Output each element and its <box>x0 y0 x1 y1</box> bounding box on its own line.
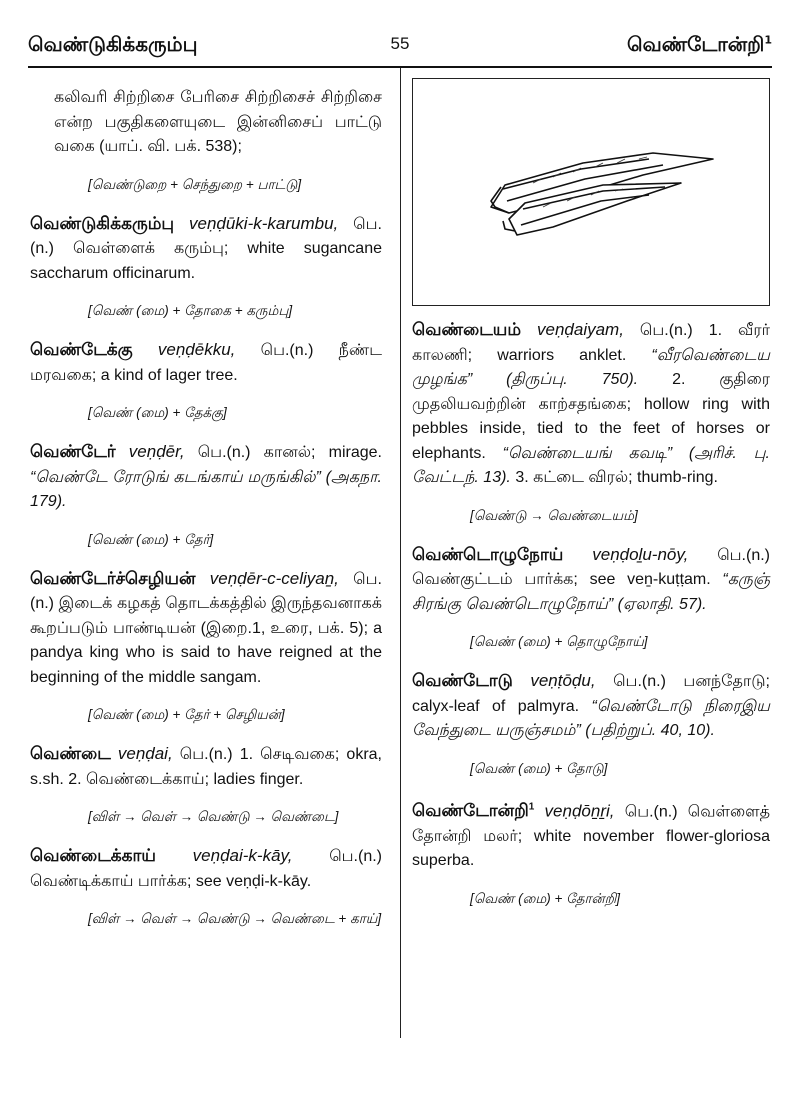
right-column <box>412 78 770 926</box>
etymology: [வெண் (மை) + தேக்கு] <box>88 405 227 420</box>
transliteration: veṇḍēr-c-celiyaṉ, <box>209 568 339 588</box>
etymology: [வெண் (மை) + தொழுநோய்] <box>470 634 648 649</box>
dictionary-entry <box>412 669 770 744</box>
page-number: 55 <box>390 34 410 53</box>
definition: பெ.(n.) வெள்ளைத் தோன்றி மலர்; white november flower-gloriosa superba. <box>412 803 770 870</box>
transliteration: veṇḍēr, <box>128 442 185 461</box>
dictionary-entry <box>30 338 382 388</box>
definition: பெ.(n.) பனந்தோடு; calyx-leaf of palmyra. <box>412 673 770 715</box>
left-column <box>30 86 382 946</box>
etymology: [வெண் (மை) + தேர்] <box>88 531 214 547</box>
transliteration: veṇḍaiyam, <box>537 320 624 339</box>
definition: பெ.(n.) 1. செடிவகை; okra, s.sh. 2. வெண்டைக்காய்; ladies finger. <box>30 746 382 788</box>
definition: பெ.(n.) வெண்குட்டம் பார்க்க; see veṉ-kuṭṭam. <box>412 546 770 588</box>
headword: வெண்டையம் <box>412 320 522 339</box>
dictionary-entry <box>30 440 382 515</box>
transliteration: veṇḍēkku, <box>157 340 236 359</box>
headword: வெண்டோடு <box>412 671 513 690</box>
headword: வெண்டைக்காய் <box>30 846 156 865</box>
headword: வெண்டேர்ச்செழியன் <box>30 568 196 588</box>
continuation-text: கலிவரி சிற்றிசை பேரிசை சிற்றிசைச் சிற்றிசை என்ற பகுதிகளையுடை இன்னிசைப் பாட்டு வகை (யாப். வி. பக். 538); <box>54 89 382 155</box>
transliteration: veṇḍoḻu-nōy, <box>592 544 689 564</box>
headword: வெண்டோன்றி$^1$ <box>412 801 535 821</box>
definition: பெ.(n.) வெள்ளைக் கரும்பு; white sugancane saccharum officinarum. <box>30 215 382 282</box>
dictionary-entry <box>30 567 382 691</box>
citation-quote: “கருஞ் சிரங்கு வெண்டொழுநோய்” (ஏலாதி. 57). <box>412 571 770 613</box>
citation-quote: “வெண்டே ரோடுங் கடங்காய் மருங்கில்” (அகநா. 179). <box>30 468 382 510</box>
dictionary-entry <box>30 844 382 894</box>
dictionary-entry <box>30 742 382 792</box>
citation-quote: “வீரவெண்டைய முழங்க” (திருப்பு. 750). <box>412 346 770 388</box>
definition: பெ.(n.) கானல்; mirage. <box>197 444 382 461</box>
etymology: [வெண் (மை) + தோடு] <box>470 760 608 776</box>
header-right-guideword: வெண்டோன்றி$^1$ <box>627 32 772 56</box>
definition: 3. கட்டை விரல்; thumb-ring. <box>515 469 718 486</box>
page-header <box>28 22 772 68</box>
etymology: [வெண்டு → வெண்டையம்] <box>470 507 638 523</box>
headword: வெண்டேர் <box>30 442 116 461</box>
dictionary-entry <box>412 543 770 618</box>
definition: 2. குதிரை முதலியவற்றின் காற்சதங்கை; hollow ring with pebbles inside, tied to the feet of horses or elephants. <box>412 371 770 462</box>
definition: பெ.(n.) நீண்ட மரவகை; a kind of lager tree. <box>30 342 383 384</box>
headword: வெண்டுகிக்கரும்பு <box>30 213 175 233</box>
etymology: [வெண் (மை) + தோன்றி] <box>470 890 621 906</box>
dictionary-entry <box>412 318 770 491</box>
transliteration: veṇḍai, <box>117 744 173 763</box>
transliteration: veṇḍōṉṟi, <box>544 801 615 821</box>
dictionary-entry <box>412 796 770 874</box>
headword: வெண்டை <box>30 744 111 763</box>
header-left-guideword: வெண்டுகிக்கரும்பு <box>28 32 198 56</box>
etymology: [விள் → வெள் → வெண்டு → வெண்டை + காய்] <box>88 911 382 926</box>
transliteration: veṇḍūki-k-karumbu, <box>188 213 339 233</box>
transliteration: veṇṭōḍu, <box>530 671 596 690</box>
headword: வெண்டொழுநோய் <box>412 544 564 564</box>
etymology: [வெண் (மை) + தேர் + செழியன்] <box>88 707 285 722</box>
etymology: [வெண் (மை) + தோகை + கரும்பு] <box>88 303 293 318</box>
etymology: [வெண்டுறை + செந்துறை + பாட்டு] <box>88 176 302 192</box>
definition: பெ.(n.) 1. வீரர் காலணி; warriors anklet. <box>412 322 770 364</box>
definition: பெ.(n.) வெண்டிக்காய் பார்க்க; see veṇḍi-k-kāy. <box>30 848 382 890</box>
okra-drawing-icon <box>413 79 769 305</box>
etymology: [விள் → வெள் → வெண்டு → வெண்டை] <box>88 809 339 824</box>
dictionary-entry <box>30 212 382 287</box>
column-divider <box>400 68 401 1038</box>
definition: பெ.(n.) இடைக் கழகத் தொடக்கத்தில் இருந்தவனாகக் கூறப்படும் பாண்டியன் (இறை.1, உரை, பக். 5); a pandya king who is said to have reigned at the beginning of the middle sangam. <box>30 570 382 686</box>
transliteration: veṇḍai-k-kāy, <box>192 846 293 865</box>
headword: வெண்டேக்கு <box>30 340 133 359</box>
citation-quote: “வெண்டோடு நிரைஇய வேந்துடை யருஞ்சமம்” (பதிற்றுப். 40, 10). <box>412 697 770 739</box>
okra-illustration <box>412 78 770 306</box>
citation-quote: “வெண்டையங் கவடி” (அரிச். பு. வேட்டந். 13). <box>412 444 770 486</box>
